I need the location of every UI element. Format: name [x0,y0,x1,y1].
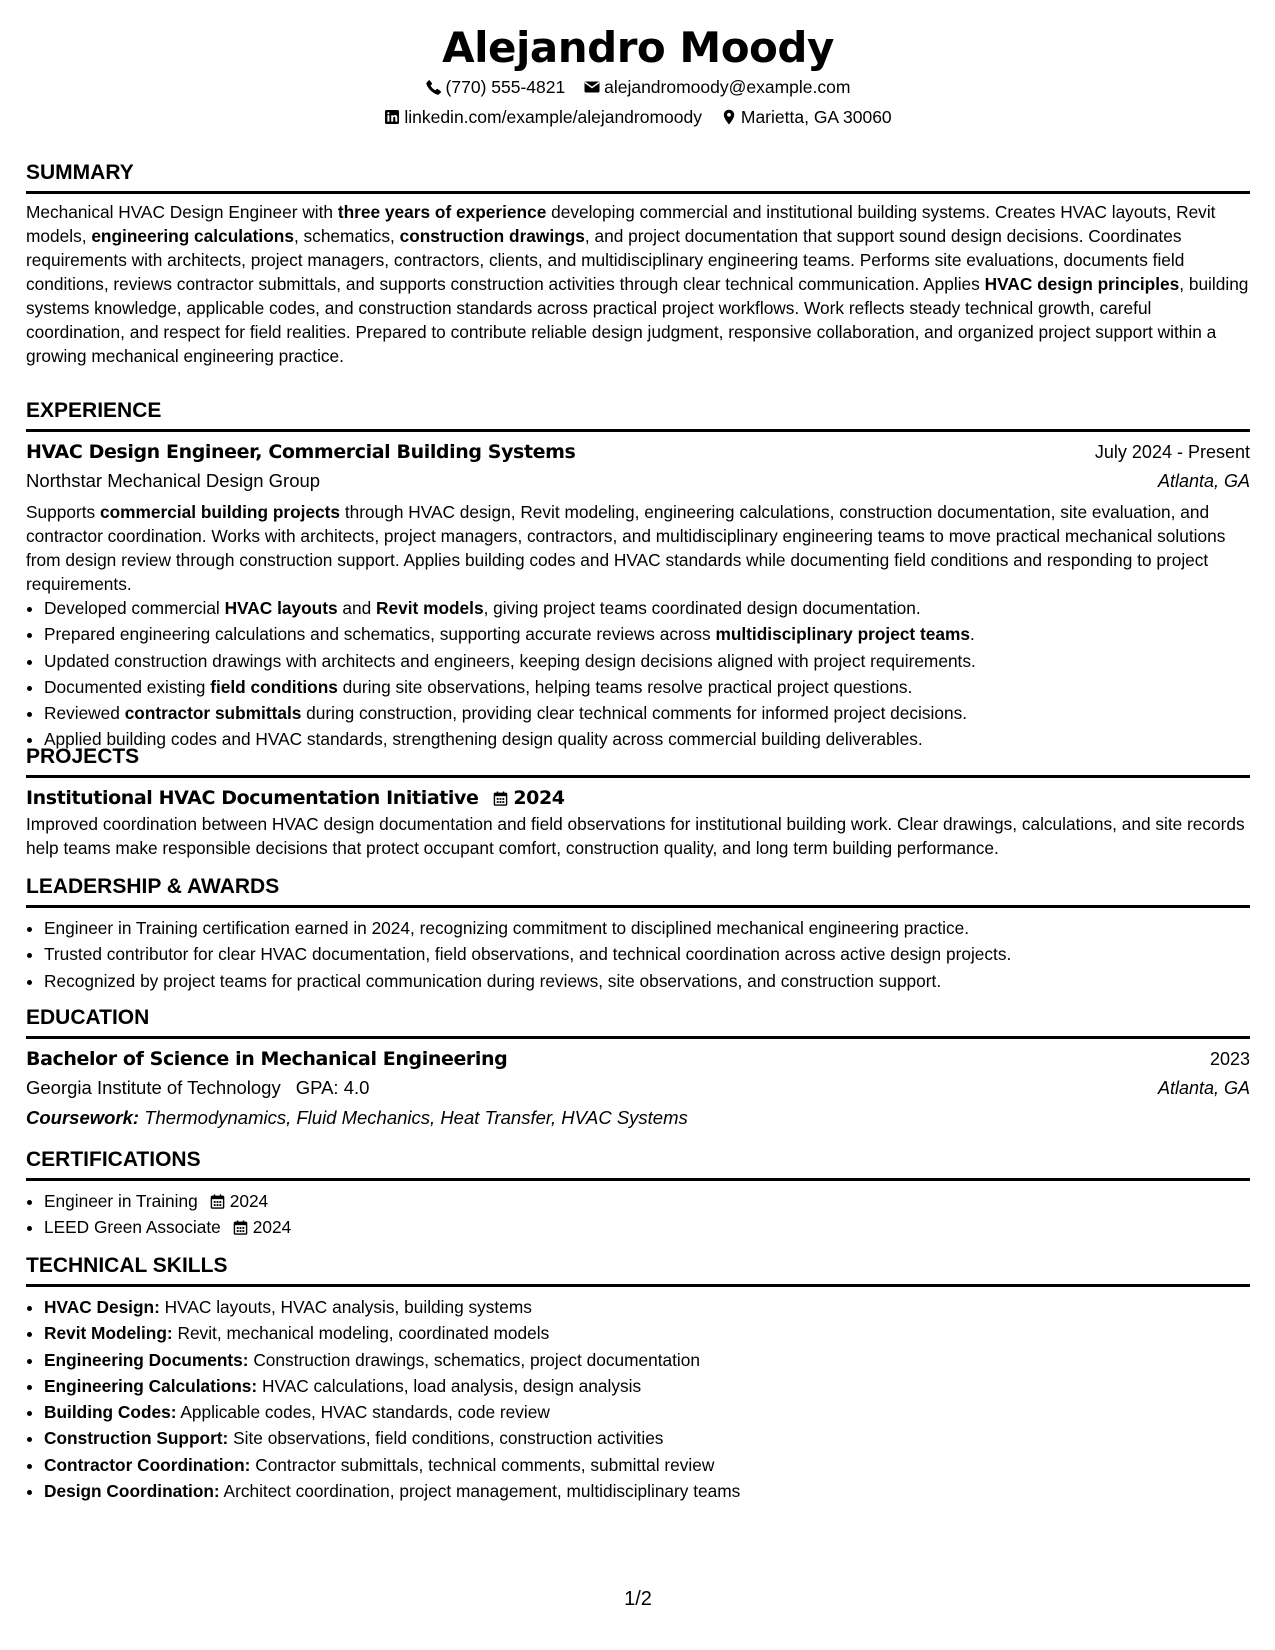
list-item: • Engineering Documents: Construction drawings, schematics, project documentation [44,1348,1250,1372]
email-text[interactable]: alejandromoody@example.com [604,77,851,97]
list-item: • Construction Support: Site observations, field conditions, construction activities [44,1426,1250,1450]
calendar-icon [233,1220,248,1235]
list-item: • Applied building codes and HVAC standards, strengthening design quality across commercial building deliverables. [44,727,1250,751]
calendar-icon [210,1194,225,1209]
linkedin-text[interactable]: linkedin.com/example/alejandromoody [404,107,702,127]
school-name: Georgia Institute of Technology [26,1077,281,1098]
summary-section [26,160,1250,368]
list-item: • Revit Modeling: Revit, mechanical modeling, coordinated models [44,1321,1250,1345]
list-item: • Building Codes: Applicable codes, HVAC standards, code review [44,1400,1250,1424]
map-pin-icon [721,109,737,125]
cert-year: 2024 [252,1217,292,1238]
list-item [44,1189,1250,1213]
list-item: • Engineering Calculations: HVAC calculations, load analysis, design analysis [44,1374,1250,1398]
list-item: • Recognized by project teams for practical communication during reviews, site observations, and construction support. [44,969,1250,993]
degree-name: Bachelor of Science in Mechanical Engineering [26,1048,508,1070]
coursework-list: Thermodynamics, Fluid Mechanics, Heat Transfer, HVAC Systems [144,1107,688,1128]
skills-list [26,1295,1250,1503]
certifications-section [26,1147,1250,1242]
contact-line-1 [26,75,1250,101]
school-location: Atlanta, GA [1157,1078,1250,1098]
job-title: HVAC Design Engineer, Commercial Building Systems [26,441,576,463]
job-org-row [26,466,1250,496]
contact-line-2 [26,105,1250,131]
list-item [44,1215,1250,1239]
page-number: 1/2 [624,1588,652,1610]
job-location: Atlanta, GA [1157,471,1250,491]
projects-section [26,744,1250,860]
phone-text: (770) 555-4821 [445,77,566,97]
section-title: CERTIFICATIONS [26,1147,1250,1181]
degree-row [26,1045,1250,1073]
job-dates: July 2024 - Present [1094,442,1250,462]
list-item: • Developed commercial HVAC layouts and Revit models, giving project teams coordinated design documentation. [44,596,1250,620]
certifications-list [26,1189,1250,1239]
project-header [26,784,1250,812]
email-item[interactable] [584,75,850,99]
project-name: Institutional HVAC Documentation Initiative [26,787,479,809]
calendar-icon [493,791,508,806]
section-title: EDUCATION [26,1005,1250,1039]
skills-section [26,1253,1250,1505]
section-title: TECHNICAL SKILLS [26,1253,1250,1287]
cert-name: Engineer in Training [44,1191,198,1211]
list-item: • Design Coordination: Architect coordination, project management, multidisciplinary teams [44,1479,1250,1503]
candidate-name: Alejandro Moody [442,23,834,72]
school-row [26,1073,1250,1103]
education-section [26,1005,1250,1133]
section-title: PROJECTS [26,744,1250,778]
cert-year: 2024 [229,1191,269,1211]
section-title: LEADERSHIP & AWARDS [26,874,1250,908]
envelope-icon [584,79,600,95]
list-item: • Updated construction drawings with architects and engineers, keeping design decisions aligned with project requirements. [44,649,1250,673]
list-item: • Reviewed contractor submittals during construction, providing clear technical comments for informed project decisions. [44,701,1250,725]
summary-text: Mechanical HVAC Design Engineer with three years of experience developing commercial and institutional building systems. Creates HVAC layouts, Revit models, engineering calculations, schematics, construction drawings, and project documentation that support sound design decisions. Coordinates requirements with architects, project managers, contractors, clients, and multidisciplinary engineering teams. Performs site evaluations, documents field conditions, reviews contractor submittals, and supports construction activities through clear technical communication. Applies HVAC design principles, building systems knowledge, applicable codes, and construction standards across practical project workflows. Work reflects steady technical growth, careful coordination, and respect for field realities. Prepared to contribute reliable design judgment, responsive collaboration, and organized project support within a growing mechanical engineering practice. [26,202,1249,366]
list-item: • Contractor Coordination: Contractor submittals, technical comments, submittal review [44,1453,1250,1477]
job-description: Supports commercial building projects through HVAC design, Revit modeling, engineering calculations, construction documentation, site evaluation, and contractor coordination. Works with architects, project managers, contractors, and multidisciplinary engineering teams to move practical mechanical solutions from design review through construction support. Applies building codes and HVAC standards while documenting field conditions and responding to project requirements. [26,502,1226,594]
job-header [26,438,1250,466]
project-description: Improved coordination between HVAC design documentation and field observations for institutional building work. Clear drawings, calculations, and site records help teams make responsible decisions that protect occupant comfort, construction quality, and long term building performance. [26,814,1245,858]
graduation-year: 2023 [1209,1049,1250,1069]
list-item: • Prepared engineering calculations and schematics, supporting accurate reviews across multidisciplinary project teams. [44,622,1250,646]
cert-name: LEED Green Associate [44,1217,221,1238]
phone-item [426,75,566,99]
list-item: • Trusted contributor for clear HVAC documentation, field observations, and technical coordination across active design projects. [44,942,1250,966]
list-item: • HVAC Design: HVAC layouts, HVAC analysis, building systems [44,1295,1250,1319]
coursework-label: Coursework: [26,1107,140,1128]
resume-page [26,0,1250,1650]
leadership-list [26,916,1250,993]
experience-section [26,398,1250,754]
section-title: SUMMARY [26,160,1250,194]
phone-icon [426,79,442,95]
leadership-section [26,874,1250,995]
location-text: Marietta, GA 30060 [740,107,892,127]
company-name: Northstar Mechanical Design Group [26,470,321,491]
list-item: • Documented existing field conditions during site observations, helping teams resolve practical project questions. [44,675,1250,699]
list-item: • Engineer in Training certification earned in 2024, recognizing commitment to disciplined mechanical engineering practice. [44,916,1250,940]
location-item [721,105,892,129]
job-bullets [26,596,1250,751]
linkedin-icon [384,109,400,125]
linkedin-item[interactable] [384,105,702,129]
project-year: 2024 [513,787,565,809]
coursework [26,1103,1250,1133]
gpa: GPA: 4.0 [295,1077,370,1098]
section-title: EXPERIENCE [26,398,1250,432]
